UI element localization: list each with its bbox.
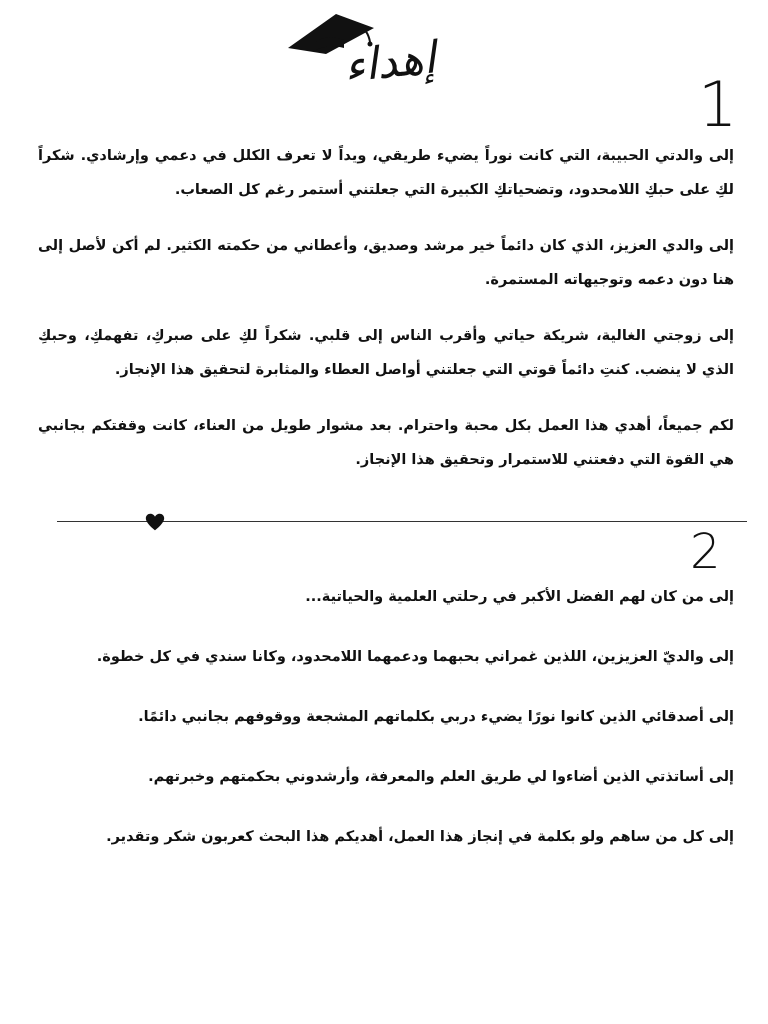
dedication-paragraph: إلى والدي العزيز، الذي كان دائماً خير مرشد وصديق، وأعطاني من حكمته الكثير. لم أكن لأصل إلى هنا دون دعمه وتوجيهاته المستمرة. [38,238,734,288]
page-title: إهداء [341,32,438,93]
dedication-paragraph: إلى زوجتي الغالية، شريكة حياتي وأقرب الناس إلى قلبي. شكراً لكِ على صبركِ، تفهمكِ، وحبكِ الذي لا ينضب. كنتِ دائماً قوتي التي جعلتني أواصل العطاء والمثابرة لتحقيق هذا الإنجاز. [38,328,734,378]
dedication-paragraph: إلى كل من ساهم ولو بكلمة في إنجاز هذا العمل، أهديكم هذا البحث كعربون شكر وتقدير. [106,829,734,845]
heart-icon [144,511,166,533]
dedication-section [38,582,734,852]
dedication-paragraph: إلى أساتذتي الذين أضاءوا لي طريق العلم والمعرفة، وأرشدوني بحكمتهم وخبرتهم. [148,769,734,785]
dedication-section [38,139,734,477]
dedication-paragraph: إلى والدتي الحبيبة، التي كانت نوراً يضيء طريقي، ويداً لا تعرف الكلل في دعمي وإرشادي. شكراً لكِ على حبكِ اللامحدود، وتضحياتكِ الكبيرة التي جعلتني أستمر رغم كل الصعاب. [38,148,734,198]
dedication-paragraph: إلى والديّ العزيزين، اللذين غمراني بحبهما ودعمهما اللامحدود، وكانا سندي في كل خطوة. [96,649,734,665]
dedication-paragraph: لكم جميعاً، أهدي هذا العمل بكل محبة واحترام. بعد مشوار طويل من العناء، كانت وقفتكم بجانبي هي القوة التي دفعتني للاستمرار وتحقيق هذا الإنجاز. [38,418,734,468]
dedication-paragraph: إلى من كان لهم الفضل الأكبر في رحلتي العلمية والحياتية... [305,589,734,605]
section-number: 1 [698,68,738,141]
section-number: 2 [690,524,721,580]
dedication-paragraph: إلى أصدقائي الذين كانوا نورًا يضيء دربي بكلماتهم المشجعة ووقوفهم بجانبي دائمًا. [138,709,734,725]
